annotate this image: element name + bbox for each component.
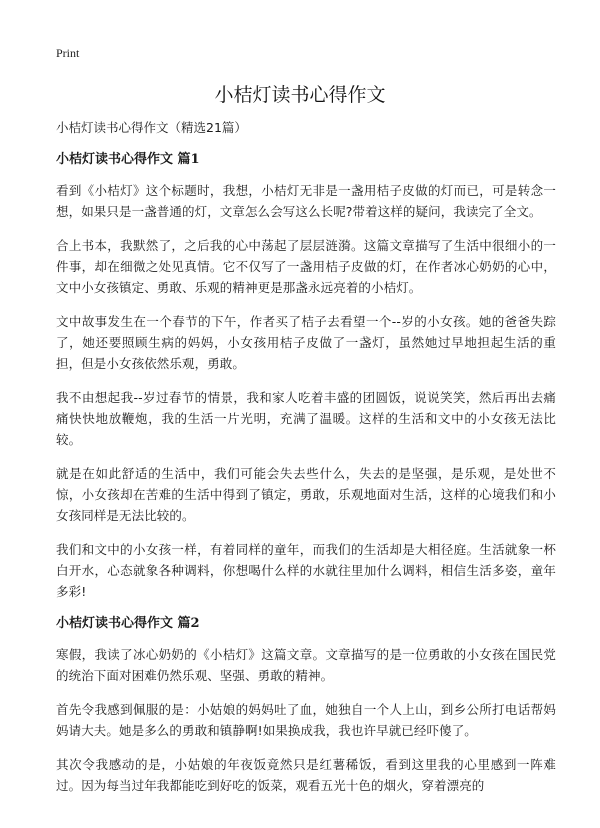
print-label: Print [56, 46, 80, 60]
paragraph: 我不由想起我--岁过春节的情景，我和家人吃着丰盛的团圆饭，说说笑笑，然后再出去痛痛快快地放鞭炮，我的生活一片光明，充满了温暖。这样的生活和文中的小女孩无法比较。 [56, 390, 556, 447]
document-subtitle: 小桔灯读书心得作文（精选21篇） [56, 120, 247, 135]
section-heading: 小桔灯读书心得作文 篇1 [56, 152, 200, 167]
paragraph: 就是在如此舒适的生活中，我们可能会失去些什么，失去的是坚强，是乐观，是处世不惊，小女孩却在苦难的生活中得到了镇定，勇敢，乐观地面对生活，这样的心境我们和小女孩同样是无法比较的。 [56, 466, 556, 523]
paragraph: 我们和文中的小女孩一样，有着同样的童年，而我们的生活却是大相径庭。生活就象一杯白开水，心态就象各种调料，你想喝什么样的水就往里加什么调料，相信生活多姿，童年多彩! [56, 542, 556, 599]
section-1 [56, 151, 556, 602]
page-title: 小桔灯读书心得作文 [214, 84, 386, 106]
paragraph: 寒假，我读了冰心奶奶的《小桔灯》这篇文章。文章描写的是一位勇敢的小女孩在国民党的统治下面对困难仍然乐观、坚强、勇敢的精神。 [56, 647, 556, 683]
paragraph: 合上书本，我默然了，之后我的心中荡起了层层涟漪。这篇文章描写了生活中很细小的一件事，却在细微之处见真情。它不仅写了一盏用桔子皮做的灯，在作者冰心奶奶的心中，文中小女孩镇定、勇敢、乐观的精神更是那盏永远亮着的小桔灯。 [56, 238, 556, 295]
paragraph: 首先令我感到佩服的是：小姑娘的妈妈吐了血，她独自一个人上山，到乡公所打电话帮妈妈请大夫。她是多么的勇敢和镇静啊!如果换成我，我也许早就已经吓傻了。 [56, 702, 556, 738]
document-body [56, 118, 556, 809]
section-heading: 小桔灯读书心得作文 篇2 [56, 616, 200, 631]
paragraph: 文中故事发生在一个春节的下午，作者买了桔子去看望一个--岁的小女孩。她的爸爸失踪了，她还要照顾生病的妈妈，小女孩用桔子皮做了一盏灯，虽然她过早地担起生活的重担，但是小女孩依然乐观，勇敢。 [56, 314, 556, 371]
section-2 [56, 615, 556, 796]
paragraph: 其次令我感动的是，小姑娘的年夜饭竟然只是红薯稀饭，看到这里我的心里感到一阵难过。因为每当过年我都能吃到好吃的饭菜，观看五光十色的烟火，穿着漂亮的 [56, 757, 556, 793]
paragraph: 看到《小桔灯》这个标题时，我想，小桔灯无非是一盏用桔子皮做的灯而已，可是转念一想，如果只是一盏普通的灯，文章怎么会写这么长呢?带着这样的疑问，我读完了全文。 [56, 183, 556, 219]
